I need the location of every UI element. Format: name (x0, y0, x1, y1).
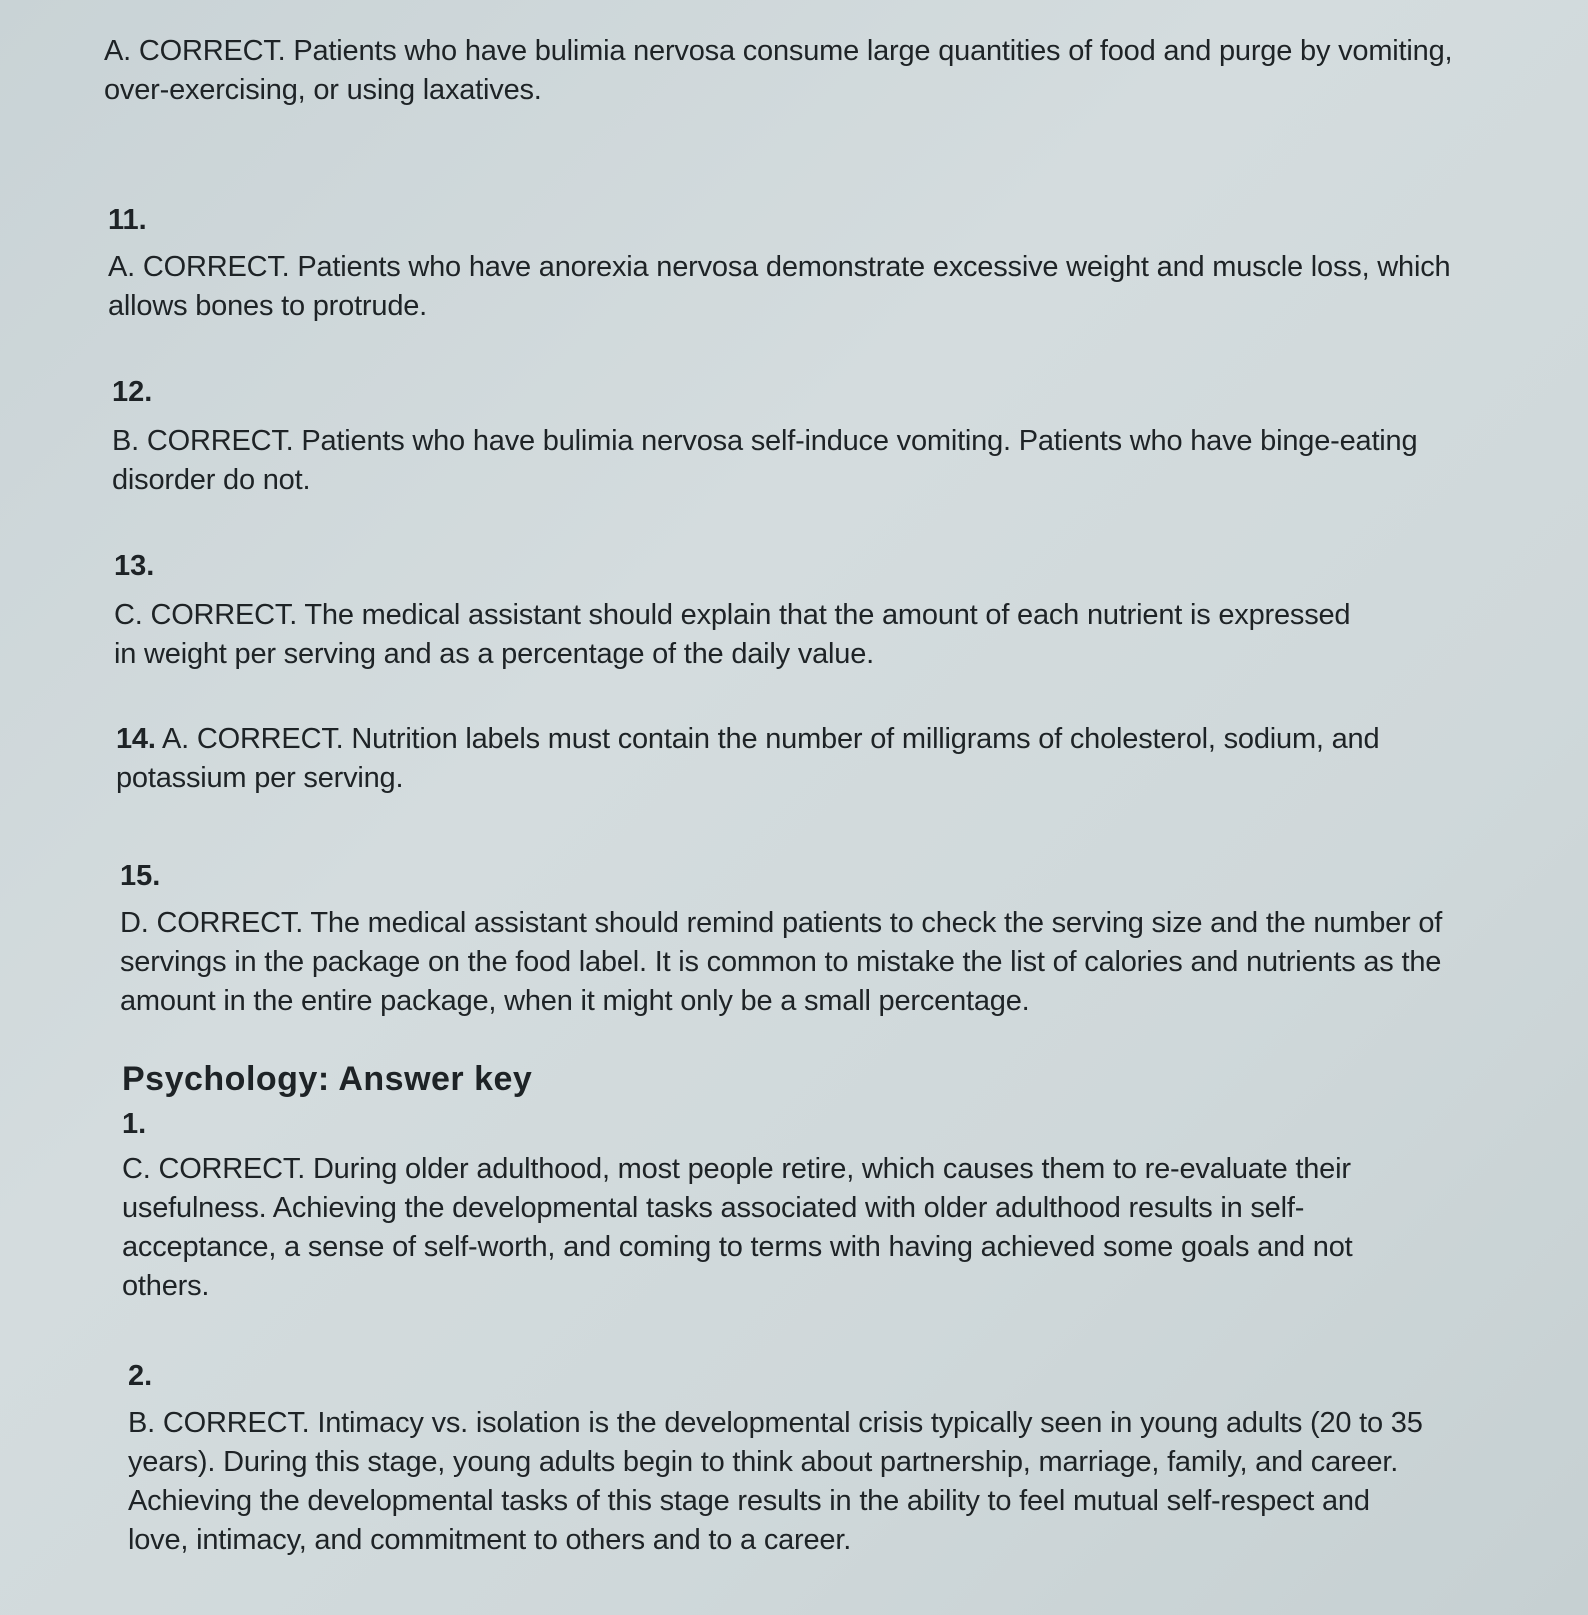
question-number: 1. (122, 1108, 147, 1140)
answer-item-15 (120, 858, 1480, 1021)
answer-text (116, 720, 1516, 798)
answer-text: C. CORRECT. The medical assistant should explain that the amount of each nutrient is expressed in weight per serving and as a percentage of the daily value. (114, 599, 1351, 670)
answer-text: A. CORRECT. Patients who have bulimia nervosa consume large quantities of food and purge by vomiting, over-exercising, or using laxatives. (104, 35, 1453, 106)
psychology-item-2 (128, 1358, 1428, 1560)
answer-text: B. CORRECT. Intimacy vs. isolation is the developmental crisis typically seen in young adults (20 to 35 years). During this stage, young adults begin to think about partnership, marriage, family, and career. Achieving the developmental tasks of this stage results in the ability to feel mutual self-respect and love, intimacy, and commitment to others and to a career. (128, 1407, 1423, 1556)
question-number: 12. (112, 376, 153, 408)
question-number: 13. (114, 550, 155, 582)
answer-key-page (100, 18, 1520, 1598)
question-number: 14. (116, 723, 156, 755)
question-number: 15. (120, 860, 161, 892)
answer-text: C. CORRECT. During older adulthood, most people retire, which causes them to re-evaluate their usefulness. Achieving the developmental tasks associated with older adulthood results in self-acceptance, a sense of self-worth, and coming to terms with having achieved some goals and not others. (122, 1153, 1353, 1302)
answer-item-13 (114, 548, 1374, 674)
question-number: 2. (128, 1360, 153, 1392)
psychology-section (122, 1058, 1502, 1306)
answer-text: A. CORRECT. Patients who have anorexia nervosa demonstrate excessive weight and muscle loss, which allows bones to protrude. (108, 251, 1451, 322)
section-heading: Psychology: Answer key (122, 1060, 533, 1098)
answer-item-12 (112, 374, 1432, 500)
answer-text: B. CORRECT. Patients who have bulimia nervosa self-induce vomiting. Patients who have binge-eating disorder do not. (112, 425, 1418, 496)
question-number: 11. (108, 204, 147, 236)
answer-text: D. CORRECT. The medical assistant should remind patients to check the serving size and the number of servings in the package on the food label. It is common to mistake the list of calories and nutrients as the amount in the entire package, when it might only be a small percentage. (120, 907, 1443, 1017)
answer-item-14 (116, 720, 1516, 798)
answer-item-11 (108, 202, 1508, 326)
answer-item-10 (104, 32, 1504, 110)
answer-body: A. CORRECT. Nutrition labels must contain the number of milligrams of cholesterol, sodium, and potassium per serving. (116, 723, 1380, 794)
